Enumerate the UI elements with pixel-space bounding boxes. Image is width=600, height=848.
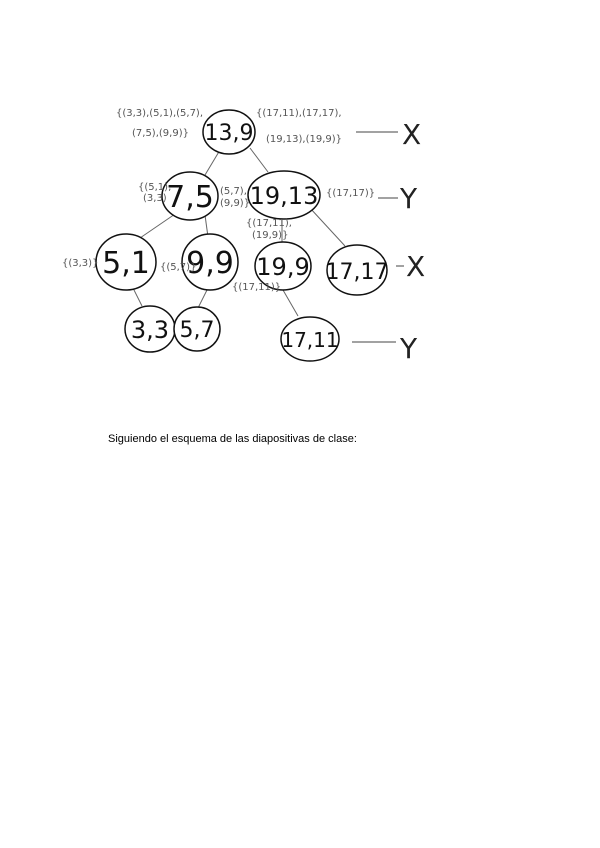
node-3-3: 3,3 [130, 316, 170, 344]
level-2-axis-y: Y [400, 182, 418, 215]
root-left-set-line2: (7,5),(9,9)} [132, 128, 189, 139]
n75-right-set-line1: (5,7), [220, 186, 247, 197]
n1913-left-set-line2: (19,9)} [252, 230, 289, 241]
level-1-axis-x: X [402, 118, 422, 151]
root-right-set-line2: (19,13),(19,9)} [266, 134, 343, 145]
caption-text: Siguiendo el esquema de las diapositivas de clase: [108, 433, 357, 445]
n199-left-set: {(17,11)} [232, 282, 282, 293]
n75-left-set-line1: {(5,1), [138, 182, 172, 193]
edge-19-13-17-17 [310, 208, 345, 246]
level-4-axis-y: Y [400, 332, 418, 365]
level-3-axis-x: X [406, 250, 426, 283]
edge-root-7-5 [205, 150, 220, 175]
node-5-7: 5,7 [179, 318, 215, 343]
node-5-1: 5,1 [102, 246, 150, 281]
n1913-right-set: {(17,17)} [326, 188, 376, 199]
edge-7-5-5-1 [140, 212, 178, 238]
n1913-left-set-line1: {(17,11), [246, 218, 292, 229]
edge-19-9-17-11 [283, 290, 298, 316]
node-13-9: 13,9 [204, 121, 254, 146]
node-19-13: 19,13 [249, 182, 319, 210]
root-right-set-line1: {(17,11),(17,17), [256, 108, 342, 119]
n75-right-set-line2: (9,9)} [220, 198, 251, 209]
edge-9-9-5-7 [198, 288, 208, 308]
edge-root-19-13 [250, 148, 268, 172]
node-7-5: 7,5 [166, 180, 214, 215]
n75-left-set-line2: (3,3) [143, 193, 167, 204]
kd-tree-diagram [0, 0, 600, 400]
node-19-9: 19,9 [256, 253, 310, 281]
n51-left-set: {(3,3)} [62, 258, 99, 269]
node-9-9: 9,9 [186, 246, 234, 281]
n51-right-set: {(5,7)} [160, 262, 197, 273]
node-17-17: 17,17 [325, 260, 389, 285]
root-left-set-line1: {(3,3),(5,1),(5,7), [116, 108, 204, 119]
node-17-11: 17,11 [281, 328, 339, 352]
